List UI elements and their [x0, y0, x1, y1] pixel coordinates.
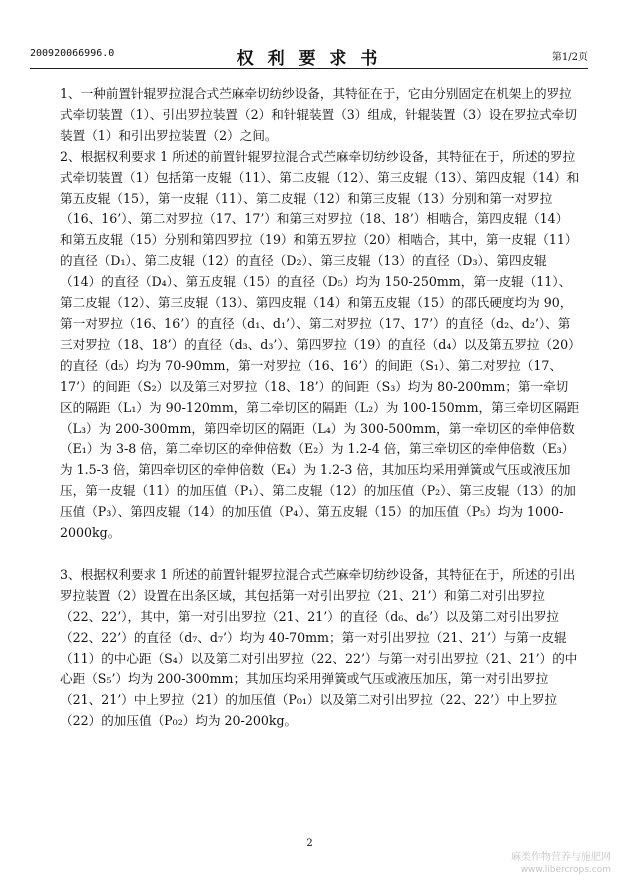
watermark-site-name: 麻类作物营养与施肥网	[511, 852, 611, 863]
claims-body	[60, 84, 580, 732]
claim-3: 3、根据权利要求 1 所述的前置针辊罗拉混合式苎麻牵切纺纱设备，其特征在于，所述的引出罗拉装置（2）设置在出条区域，其包括第一对引出罗拉（21、21’）和第二对引出罗拉（22、22’），其中，第一对引出罗拉（21、21’）的直径（d₆、d₆’）以及第二对引出罗拉（22、22’）的直径（d₇、d₇’）均为 40-70mm；第一对引出罗拉（21、21’）与第一皮辊（11）的中心距（S₄）以及第二对引出罗拉（22、22’）与第一对引出罗拉（21、21’）的中心距（S₅’）均为 200-300mm；其加压均采用弹簧或气压或液压加压，第一对引出罗拉（21、21’）中上罗拉（21）的加压值（P₀₁）以及第二对引出罗拉（22、22’）中上罗拉（22）的加压值（P₀₂）均为 20-200kg。	[60, 566, 578, 729]
watermark-url: www.libercrops.com	[520, 865, 611, 875]
page-header	[30, 44, 588, 69]
page-number: 2	[306, 838, 313, 849]
header-divider	[30, 68, 588, 69]
paragraph-gap	[60, 544, 580, 565]
claim-2: 2、根据权利要求 1 所述的前置针辊罗拉混合式苎麻牵切纺纱设备，其特征在于，所述的罗拉式牵切装置（1）包括第一皮辊（11）、第二皮辊（12）、第三皮辊（13）、第四皮辊（14）和第五皮辊（15），第一皮辊（11）、第二皮辊（12）和第三皮辊（13）分别和第一对罗拉（16、16’）、第二对罗拉（17、17’）和第三对罗拉（18、18’）相啮合，第四皮辊（14）和第五皮辊（15）分别和第四罗拉（19）和第五罗拉（20）相啮合，其中，第一皮辊（11）的直径（D₁）、第二皮辊（12）的直径（D₂）、第三皮辊（13）的直径（D₃）、第四皮辊（14）的直径（D₄）、第五皮辊（15）的直径（D₅）均为 150-250mm，第一皮辊（11）、第二皮辊（12）、第三皮辊（13）、第四皮辊（14）和第五皮辊（15）的邵氏硬度均为 90，第一对罗拉（16、16’）的直径（d₁、d₁’）、第二对罗拉（17、17’）的直径（d₂、d₂’）、第三对罗拉（18、18’）的直径（d₃、d₃’）、第四罗拉（19）的直径（d₄）以及第五罗拉（20）的直径（d₅）均为 70-90mm，第一对罗拉（16、16’）的间距（S₁）、第二对罗拉（17、17’）的间距（S₂）以及第三对罗拉（18、18’）的间距（S₃）均为 80-200mm；第一牵切区的隔距（L₁）为 90-120mm，第二牵切区的隔距（L₂）为 100-150mm，第三牵切区隔距（L₃）为 200-300mm，第四牵切区的隔距（L₄）为 300-500mm，第一牵切区的牵伸倍数（E₁）为 3-8 倍，第二牵切区的牵伸倍数（E₂）为 1.2-4 倍，第三牵切区的牵伸倍数（E₃）为 1.5-3 倍，第四牵切区的牵伸倍数（E₄）为 1.2-3 倍，其加压均采用弹簧或气压或液压加压，第一皮辊（11）的加压值（P₁）、第二皮辊（12）的加压值（P₂）、第三皮辊（13）的加压值（P₃）、第四皮辊（14）的加压值（P₄）、第五皮辊（15）的加压值（P₅）均为 1000-2000kg。	[60, 148, 580, 541]
page-count: 第1/2页	[551, 52, 588, 63]
document-number: 200920066996.0	[30, 48, 115, 59]
page-title: 权 利 要 求 书	[236, 49, 382, 69]
claim-1: 1、一种前置针辊罗拉混合式苎麻牵切纺纱设备，其特征在于，它由分别固定在机架上的罗拉式牵切装置（1）、引出罗拉装置（2）和针辊装置（3）组成，针辊装置（3）设在罗拉式牵切装置（1）和引出罗拉装置（2）之间。	[60, 86, 577, 143]
watermark	[511, 852, 611, 876]
